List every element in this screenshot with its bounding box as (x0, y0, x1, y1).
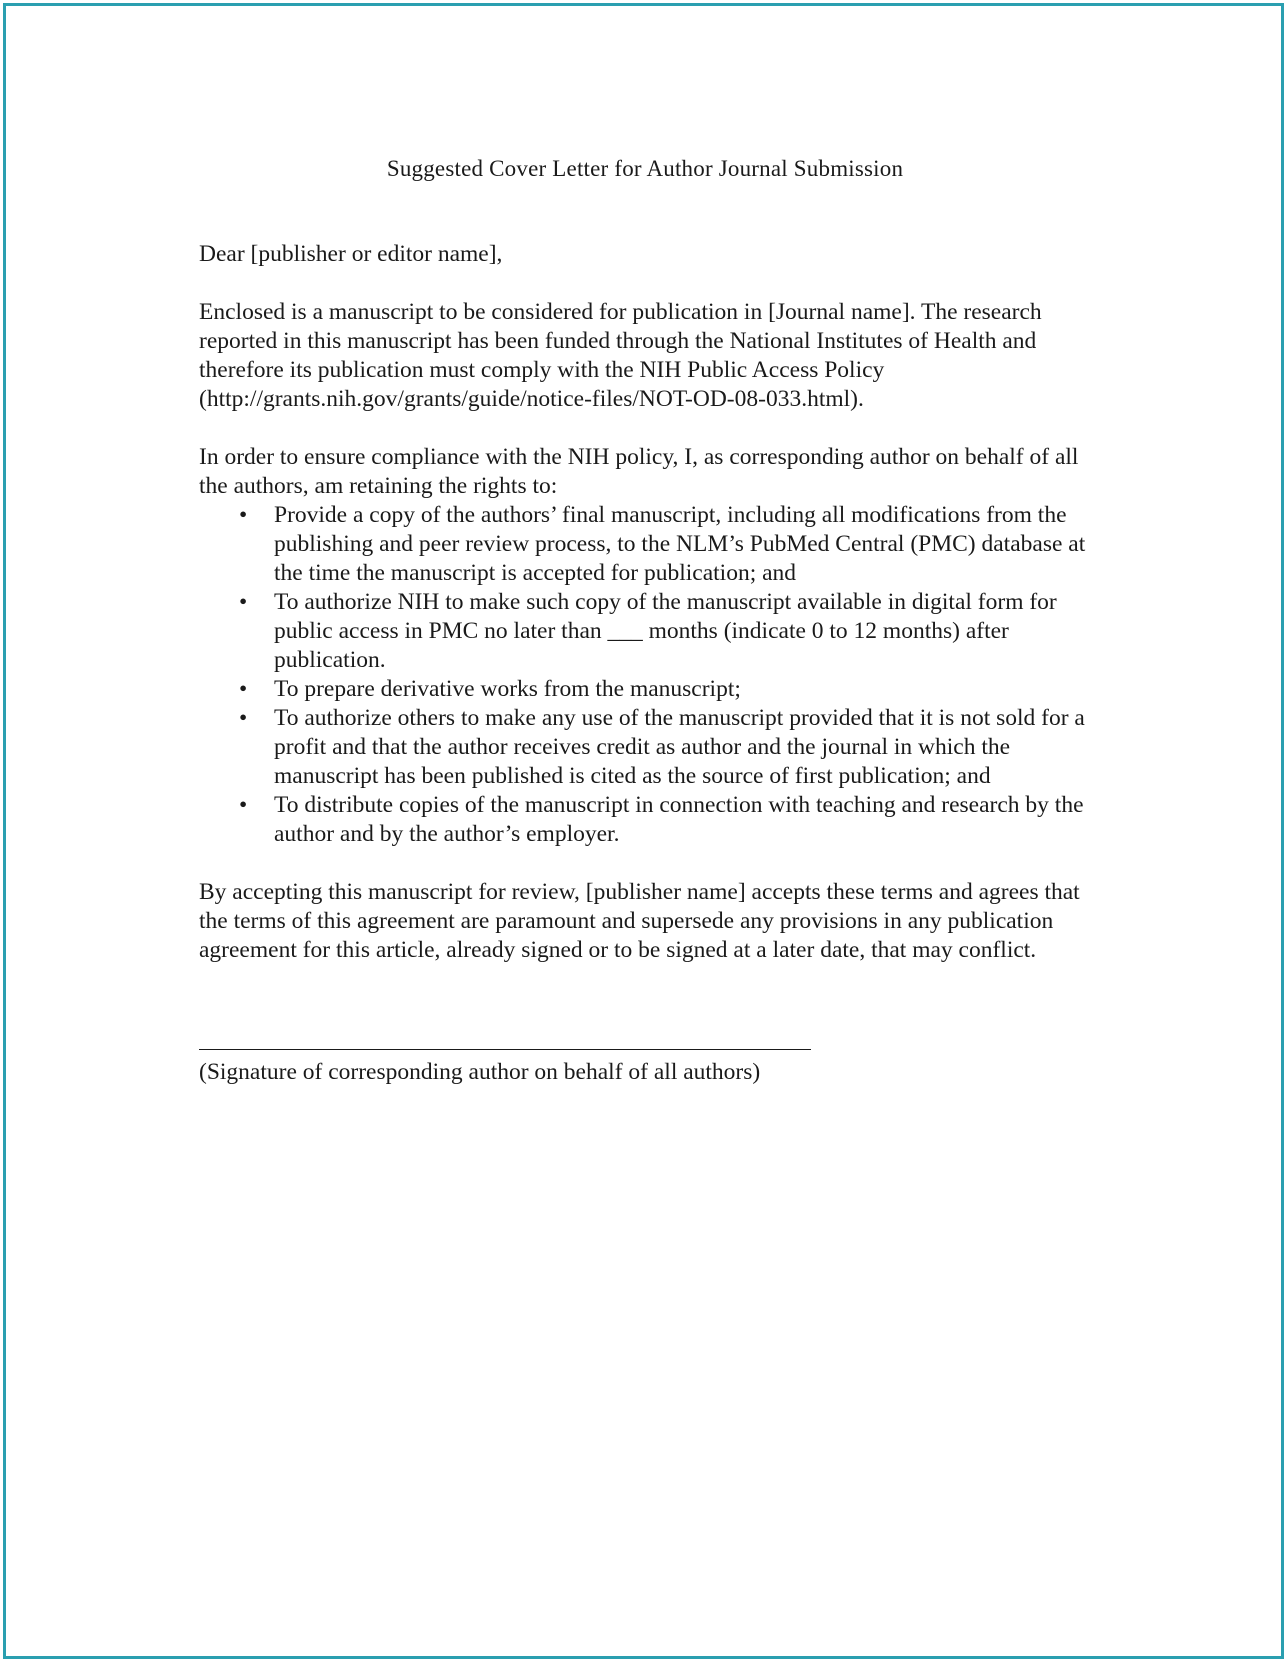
list-item (199, 501, 1099, 588)
signature-line (199, 1023, 811, 1050)
list-item-text: Provide a copy of the authors’ final manuscript, including all modifications from the publishing and peer review process, to the NLM’s PubMed Central (PMC) database at the time the manuscript is accepted for publication; and (274, 502, 1086, 586)
intro-paragraph-text: Enclosed is a manuscript to be considered for publication in [Journal name]. The research reported in this manuscript has been funded through the National Institutes of Health and therefore its publication must comply with the NIH Public Access Policy (http://grants.nih.gov/grants/guide/notice-files/NOT-OD-08-033.html). (199, 299, 1042, 412)
rights-list (199, 501, 1099, 849)
cover-letter (199, 154, 1099, 1087)
bullet-icon: • (239, 589, 248, 615)
list-item (199, 704, 1099, 791)
bullet-icon: • (239, 705, 248, 731)
list-item-text: To authorize NIH to make such copy of the manuscript available in digital form for public access in PMC no later than ___ months (indicate 0 to 12 months) after publication. (274, 589, 1057, 673)
list-item (199, 791, 1099, 849)
rights-section (199, 443, 1099, 849)
signature-caption: (Signature of corresponding author on behalf of all authors) (199, 1059, 761, 1085)
bullet-icon: • (239, 502, 248, 528)
list-item-text: To distribute copies of the manuscript in connection with teaching and research by the author and by the author’s employer. (274, 792, 1084, 847)
list-item-text: To authorize others to make any use of the manuscript provided that it is not sold for a profit and that the author receives credit as author and the journal in which the manuscript has been published is cited as the source of first publication; and (274, 705, 1085, 789)
intro-paragraph (199, 298, 1099, 414)
list-item (199, 588, 1099, 675)
list-item-text: To prepare derivative works from the manuscript; (274, 676, 741, 702)
list-item (199, 675, 1099, 704)
page-frame (3, 3, 1284, 1659)
bullet-icon: • (239, 676, 248, 702)
closing-paragraph-text: By accepting this manuscript for review, [publisher name] accepts these terms and agrees that the terms of this agreement are paramount and supersede any provisions in any publication agreement for this article, already signed or to be signed at a later date, that may conflict. (199, 879, 1080, 963)
bullet-icon: • (239, 792, 248, 818)
closing-paragraph (199, 878, 1099, 965)
salutation: Dear [publisher or editor name], (199, 241, 503, 267)
rights-intro: In order to ensure compliance with the NIH policy, I, as corresponding author on behalf of all the authors, am retaining the rights to: (199, 444, 1079, 499)
document-title: Suggested Cover Letter for Author Journal Submission (386, 156, 904, 181)
